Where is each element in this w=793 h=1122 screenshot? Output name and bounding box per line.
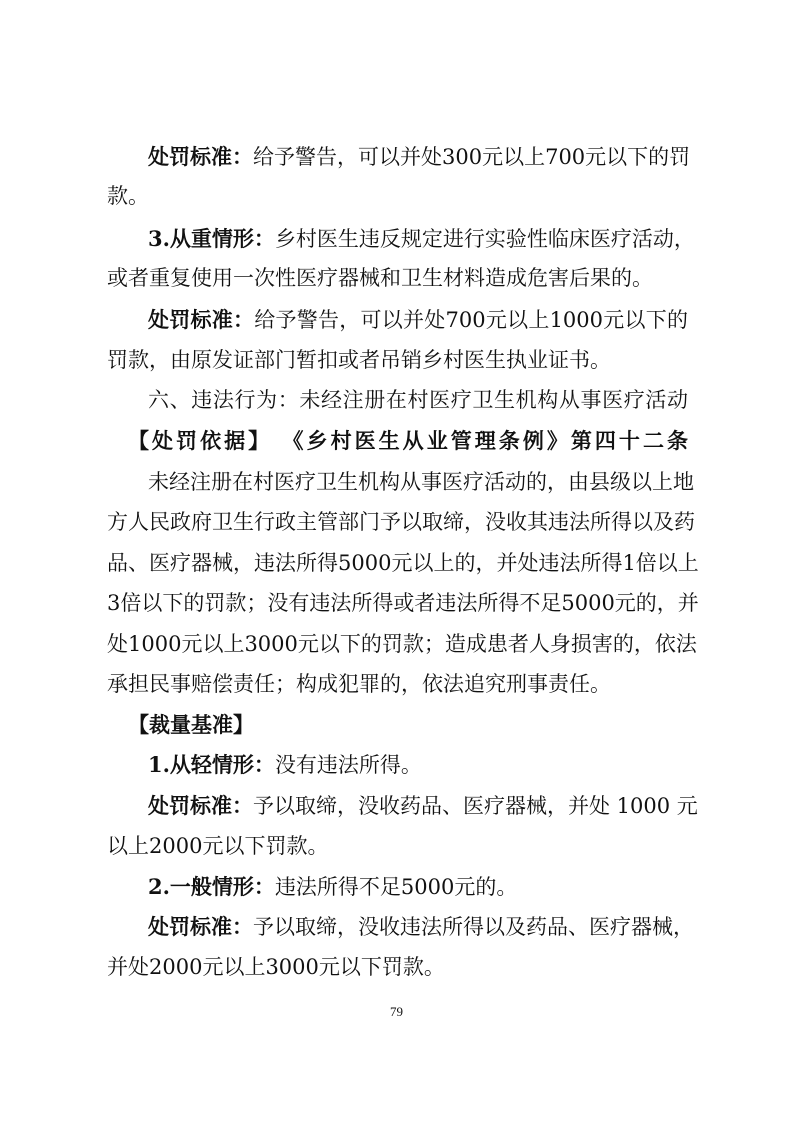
paragraph-text: 予以取缔，没收违法所得以及药品、医疗器械， xyxy=(253,915,694,939)
paragraph-line xyxy=(107,506,695,538)
paragraph-text: 予以取缔，没收药品、医疗器械，并处 1000 元 xyxy=(253,794,698,818)
paragraph-text: 方人民政府卫生行政主管部门予以取缔，没收其违法所得以及药 xyxy=(107,510,695,534)
aggravated-circumstance-label: 3.从重情形： xyxy=(148,226,275,251)
paragraph-line xyxy=(107,668,688,700)
paragraph-text: 款。 xyxy=(107,184,149,208)
aggravated-circumstance-line xyxy=(148,223,695,255)
paragraph-line xyxy=(107,587,699,619)
discretion-benchmark-heading xyxy=(128,709,688,741)
paragraph-line xyxy=(148,466,694,498)
paragraph-text: 以上2000元以下罚款。 xyxy=(107,834,329,858)
mitigating-circumstance-label: 1.从轻情形： xyxy=(148,752,275,777)
paragraph-line xyxy=(107,180,688,212)
paragraph-text: 3倍以下的罚款；没有违法所得或者违法所得不足5000元的，并 xyxy=(107,591,699,615)
paragraph-line xyxy=(107,628,697,660)
section-heading-text: 六、违法行为：未经注册在村医疗卫生机构从事医疗活动 xyxy=(148,388,688,412)
paragraph-text: 乡村医生违反规定进行实验性临床医疗活动， xyxy=(274,227,695,251)
general-circumstance-label: 2.一般情形： xyxy=(148,874,275,899)
penalty-standard-line xyxy=(148,911,694,943)
paragraph-text: 并处2000元以上3000元以下罚款。 xyxy=(107,955,445,979)
paragraph-text: 给予警告，可以并处300元以上700元以下的罚 xyxy=(253,145,691,169)
mitigating-circumstance-line xyxy=(148,749,688,781)
paragraph-text: 违法所得不足5000元的。 xyxy=(274,875,518,899)
paragraph-text: 未经注册在村医疗卫生机构从事医疗活动的，由县级以上地 xyxy=(148,470,694,494)
penalty-standard-line xyxy=(148,304,688,336)
paragraph-line xyxy=(107,830,688,862)
penalty-standard-label: 处罚标准： xyxy=(148,793,253,818)
section-heading xyxy=(148,384,688,416)
paragraph-line xyxy=(107,547,699,579)
paragraph-text: 品、医疗器械，违法所得5000元以上的，并处违法所得1倍以上 xyxy=(107,551,699,575)
penalty-standard-label: 处罚标准： xyxy=(148,307,255,332)
penalty-basis-heading xyxy=(128,425,688,457)
paragraph-line xyxy=(107,262,688,294)
paragraph-text: 没有违法所得。 xyxy=(274,753,422,777)
paragraph-text: 承担民事赔偿责任；构成犯罪的，依法追究刑事责任。 xyxy=(107,672,611,696)
penalty-standard-label: 处罚标准： xyxy=(148,914,253,939)
discretion-benchmark-text: 【裁量基准】 xyxy=(128,712,254,737)
paragraph-text: 给予警告，可以并处700元以上1000元以下的 xyxy=(254,308,689,332)
paragraph-text: 处1000元以上3000元以下的罚款；造成患者人身损害的，依法 xyxy=(107,632,697,656)
general-circumstance-line xyxy=(148,871,688,903)
penalty-standard-line xyxy=(148,141,691,173)
paragraph-text: 罚款，由原发证部门暂扣或者吊销乡村医生执业证书。 xyxy=(107,348,611,372)
paragraph-line xyxy=(107,344,688,376)
paragraph-line xyxy=(107,951,688,983)
paragraph-text: 或者重复使用一次性医疗器械和卫生材料造成危害后果的。 xyxy=(107,266,653,290)
penalty-basis-text: 【处罚依据】 《乡村医生从业管理条例》第四十二条 xyxy=(128,428,688,453)
penalty-standard-line xyxy=(148,790,698,822)
page-number: 79 xyxy=(390,1004,403,1019)
penalty-standard-label: 处罚标准： xyxy=(148,144,253,169)
